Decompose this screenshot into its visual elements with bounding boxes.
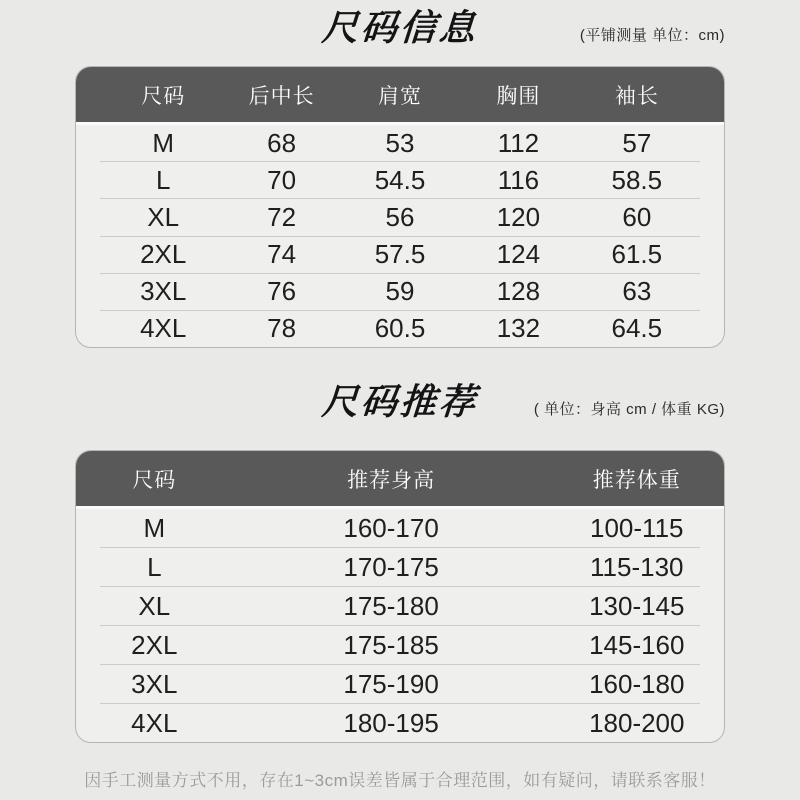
value-cell: 56 bbox=[385, 201, 415, 232]
column-header: 推荐身高 bbox=[347, 468, 436, 492]
size-label-cell: M bbox=[143, 512, 166, 543]
size-label-cell: L bbox=[155, 164, 171, 195]
size-info-table-body bbox=[76, 125, 724, 347]
value-cell: 54.5 bbox=[374, 164, 426, 195]
value-cell: 128 bbox=[496, 276, 541, 307]
size-info-table bbox=[75, 66, 725, 348]
table-row bbox=[100, 586, 700, 625]
column-header: 肩宽 bbox=[378, 84, 423, 108]
value-cell: 76 bbox=[267, 276, 297, 307]
value-cell: 60 bbox=[622, 201, 652, 232]
size-label-cell: 3XL bbox=[131, 668, 178, 699]
table-row bbox=[100, 310, 700, 347]
value-cell: 70 bbox=[267, 164, 297, 195]
value-cell: 120 bbox=[496, 201, 541, 232]
size-info-table-header bbox=[76, 67, 724, 125]
table-row bbox=[100, 509, 700, 547]
size-info-unit-note: (平铺测量 单位：cm) bbox=[579, 27, 725, 44]
value-cell: 53 bbox=[385, 127, 415, 158]
size-info-title: 尺码信息 bbox=[320, 7, 480, 48]
value-cell: 175-180 bbox=[343, 590, 439, 621]
value-cell: 64.5 bbox=[611, 313, 663, 344]
value-cell: 124 bbox=[496, 239, 541, 270]
size-label-cell: 2XL bbox=[131, 629, 178, 660]
table-row bbox=[100, 125, 700, 161]
value-cell: 175-190 bbox=[343, 668, 439, 699]
value-cell: 61.5 bbox=[611, 239, 663, 270]
column-header: 袖长 bbox=[614, 84, 659, 108]
value-cell: 112 bbox=[497, 127, 540, 158]
size-label-cell: M bbox=[152, 127, 175, 158]
value-cell: 78 bbox=[267, 313, 297, 344]
table-row bbox=[100, 703, 700, 742]
measurement-disclaimer: 因手工测量方式不用，存在1~3cm误差皆属于合理范围，如有疑问，请联系客服！ bbox=[84, 771, 716, 790]
value-cell: 60.5 bbox=[374, 313, 426, 344]
column-header: 后中长 bbox=[248, 84, 315, 108]
size-recommend-table-header bbox=[76, 451, 724, 509]
table-row bbox=[100, 664, 700, 703]
value-cell: 180-200 bbox=[589, 707, 685, 738]
table-row bbox=[100, 236, 700, 273]
size-label-cell: XL bbox=[147, 201, 180, 232]
value-cell: 145-160 bbox=[589, 629, 685, 660]
value-cell: 160-170 bbox=[343, 512, 439, 543]
size-recommend-title: 尺码推荐 bbox=[320, 381, 480, 422]
value-cell: 59 bbox=[385, 276, 415, 307]
table-row bbox=[100, 273, 700, 310]
size-label-cell: 4XL bbox=[140, 313, 187, 344]
value-cell: 74 bbox=[267, 239, 297, 270]
table-row bbox=[100, 161, 700, 198]
value-cell: 57 bbox=[622, 127, 652, 158]
size-recommend-table bbox=[75, 450, 725, 743]
column-header: 尺码 bbox=[132, 468, 177, 492]
table-row bbox=[100, 198, 700, 235]
value-cell: 132 bbox=[496, 313, 541, 344]
value-cell: 115-130 bbox=[590, 551, 684, 582]
value-cell: 100-115 bbox=[590, 512, 684, 543]
value-cell: 116 bbox=[497, 164, 540, 195]
size-recommend-table-body bbox=[76, 509, 724, 742]
size-recommend-unit-note: ( 单位：身高 cm / 体重 KG) bbox=[533, 401, 725, 418]
size-info-title-block bbox=[0, 4, 800, 52]
column-header: 胸围 bbox=[496, 84, 541, 108]
value-cell: 58.5 bbox=[611, 164, 663, 195]
value-cell: 63 bbox=[622, 276, 652, 307]
size-label-cell: L bbox=[147, 551, 162, 582]
size-label-cell: 2XL bbox=[140, 239, 187, 270]
value-cell: 130-145 bbox=[589, 590, 685, 621]
size-label-cell: 3XL bbox=[140, 276, 187, 307]
value-cell: 68 bbox=[267, 127, 297, 158]
value-cell: 160-180 bbox=[589, 668, 685, 699]
value-cell: 57.5 bbox=[374, 239, 426, 270]
value-cell: 180-195 bbox=[343, 707, 439, 738]
size-recommend-title-block bbox=[0, 378, 800, 426]
value-cell: 175-185 bbox=[343, 629, 439, 660]
table-row bbox=[100, 547, 700, 586]
value-cell: 72 bbox=[267, 201, 297, 232]
size-label-cell: XL bbox=[138, 590, 171, 621]
column-header: 尺码 bbox=[141, 84, 186, 108]
value-cell: 170-175 bbox=[343, 551, 439, 582]
table-row bbox=[100, 625, 700, 664]
size-label-cell: 4XL bbox=[131, 707, 178, 738]
column-header: 推荐体重 bbox=[592, 468, 681, 492]
